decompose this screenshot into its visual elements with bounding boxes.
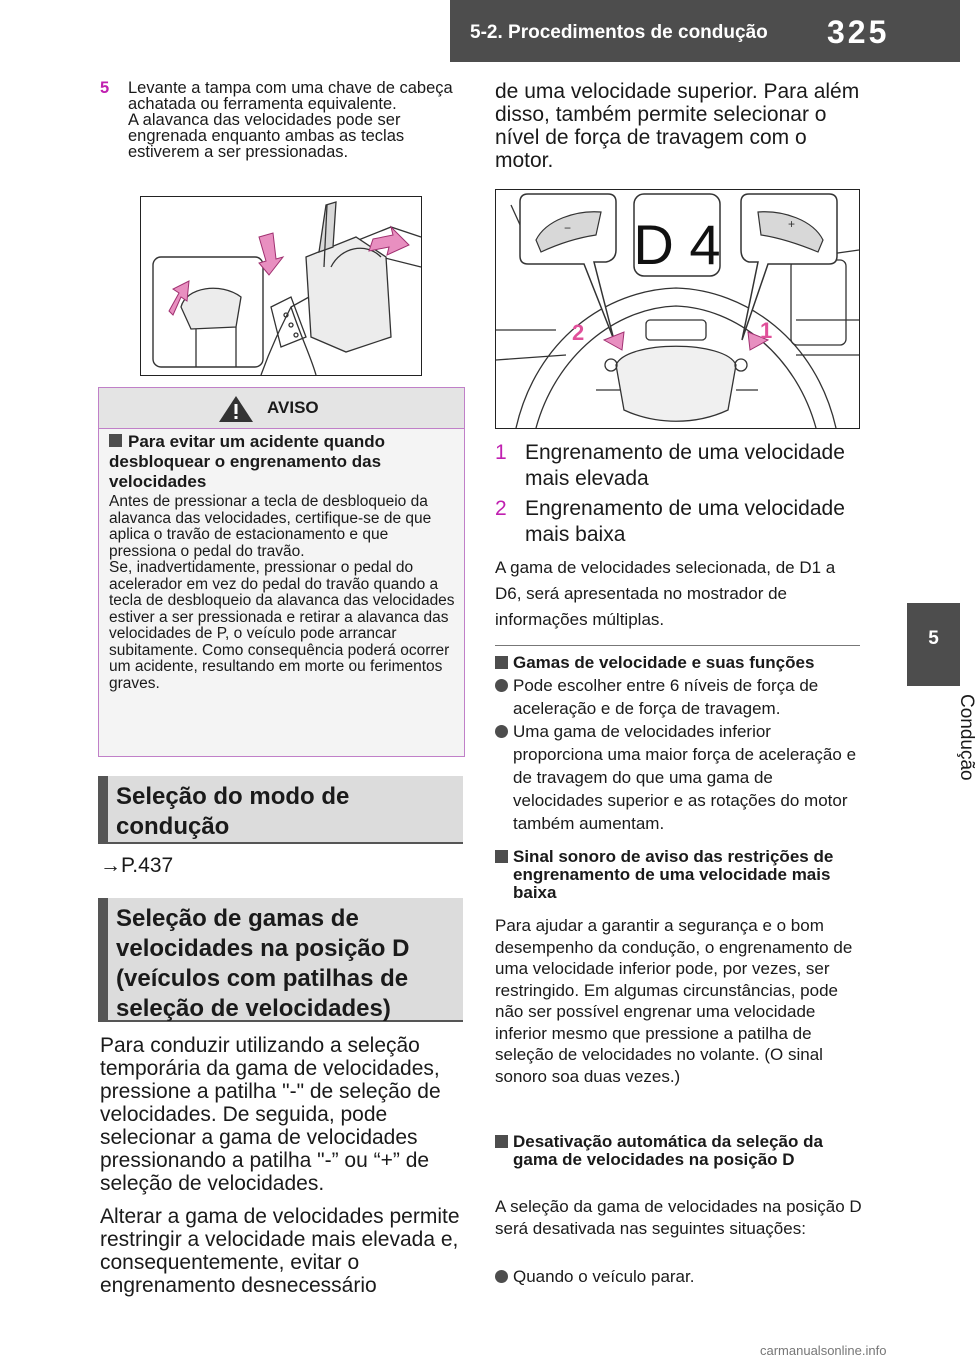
legend-item-1 — [495, 440, 855, 492]
sinal-body: Para ajudar a garantir a segurança e o bom desempenho da condução, o engrenamento de uma velocidade inferior pode, por vezes, ser restringido. Em algumas circunstâncias, pode não ser possível engrenar uma velocidade inferior mesmo que pressione a patilha de seleção de velocidades no volante. (O sinal sonoro soa duas vezes.) — [495, 916, 853, 1086]
chapter-number: 5 — [928, 628, 939, 649]
gear-display-text: D 4 — [633, 213, 721, 276]
bullet-gamas-1 — [495, 674, 865, 720]
warning-header — [99, 388, 464, 429]
subheading-gamas — [495, 654, 865, 672]
subheading-sinal — [495, 848, 865, 902]
warning-subtitle — [109, 432, 454, 492]
section-heading-drive-mode — [98, 776, 463, 844]
bullet-gamas-2 — [495, 720, 865, 835]
range-note: A gama de velocidades selecionada, de D1 a D6, será apresentada no mostrador de informações múltiplas. — [495, 558, 836, 629]
bullet-text: Uma gama de velocidades inferior proporciona uma maior força de aceleração e de travagem do que uma gama de velocidades superior e as rotações do motor também aumentam. — [513, 722, 857, 833]
section-title: 5-2. Procedimentos de condução — [470, 22, 768, 43]
square-bullet-icon — [495, 656, 508, 669]
warning-title: AVISO — [267, 398, 319, 417]
legend-number: 1 — [495, 441, 507, 464]
watermark: carmanualsonline.info — [760, 1343, 887, 1358]
paddle-minus-label: − — [564, 221, 572, 235]
step-5 — [100, 80, 465, 160]
section-heading-gear-range — [98, 898, 463, 1022]
step-number: 5 — [100, 79, 110, 97]
warning-body-1: Antes de pressionar a tecla de desbloqueio da alavanca das velocidades, certifique-se de que aplica o travão de estacionamento e que pressiona o pedal do travão. — [109, 493, 432, 560]
intro-paragraph-2-continued — [495, 80, 860, 182]
bullet-text: Quando o veículo parar. — [513, 1267, 695, 1286]
chapter-label: Condução — [956, 694, 977, 781]
step-text-1: Levante a tampa com uma chave de cabeça achatada ou ferramenta equivalente. — [128, 79, 453, 113]
intro-paragraph-2: Alterar a gama de velocidades permite restringir a velocidade mais elevada e, consequentemente, evitar o engrenamento desnecessário — [100, 1205, 460, 1297]
legend-text: Engrenamento de uma velocidade mais elevada — [525, 441, 845, 490]
subheading-text: Sinal sonoro de aviso das restrições de engrenamento de uma velocidade mais baixa — [513, 847, 834, 902]
legend-text: Engrenamento de uma velocidade mais baixa — [525, 497, 845, 546]
intro-paragraphs — [100, 1034, 470, 1307]
square-bullet-icon — [495, 850, 508, 863]
intro-paragraph-2-cont-text: de uma velocidade superior. Para além disso, também permite selecionar o nível de força de travagem com o motor. — [495, 80, 860, 172]
paddle-plus-label: + — [788, 217, 796, 231]
subheading-desativacao — [495, 1133, 865, 1169]
bullet-desativacao-1 — [495, 1265, 865, 1288]
square-bullet-icon — [109, 434, 122, 447]
intro-paragraph-1: Para conduzir utilizando a seleção temporária da gama de velocidades, pressione a patilha "-" de seleção de velocidades. De seguida, pode selecionar a gama de velocidades pressionando a patilha "-” ou “+” de seleção de velocidades. — [100, 1034, 441, 1195]
callout-1: 1 — [760, 318, 773, 343]
legend-item-2 — [495, 496, 855, 548]
round-bullet-icon — [495, 1270, 508, 1283]
round-bullet-icon — [495, 725, 508, 738]
divider — [495, 645, 860, 646]
warning-box — [98, 387, 465, 757]
page-number: 325 — [827, 14, 890, 50]
page-reference-link[interactable]: →P.437 — [100, 854, 174, 877]
step-text-2: A alavanca das velocidades pode ser engrenada enquanto ambas as teclas estiverem a ser pressionadas. — [128, 111, 405, 161]
steering-wheel-paddles-illustration — [495, 189, 860, 429]
square-bullet-icon — [495, 1135, 508, 1148]
chapter-label-wrap — [907, 688, 977, 808]
desativacao-body: A seleção da gama de velocidades na posição D será desativada nas seguintes situações: — [495, 1197, 862, 1238]
steering-wheel-drawing — [496, 190, 859, 428]
shift-lever-drawing — [141, 197, 421, 375]
round-bullet-icon — [495, 679, 508, 692]
bullet-text: Pode escolher entre 6 níveis de força de aceleração e de força de travagem. — [513, 676, 819, 718]
subheading-text: Desativação automática da seleção da gama de velocidades na posição D — [513, 1132, 823, 1169]
warning-body-2: Se, inadvertidamente, pressionar o pedal do acelerador em vez do pedal do travão quando a tecla de desbloqueio da alavanca das velocidades estiver a ser pressionada e retirar a alavanca das velocidades de P, o veículo pode arrancar subitamente. Como consequência poderá ocorrer um acidente, resultando em morte ou ferimentos graves. — [109, 559, 455, 692]
warning-body — [109, 494, 459, 692]
warning-subtitle-text: Para evitar um acidente quando desbloquear o engrenamento das velocidades — [109, 432, 385, 491]
callout-2: 2 — [572, 320, 585, 345]
subheading-text: Gamas de velocidade e suas funções — [513, 653, 815, 672]
shift-lever-illustration — [140, 196, 422, 376]
legend-number: 2 — [495, 497, 507, 520]
section-heading-text: Seleção do modo de condução — [116, 783, 350, 840]
warning-triangle-icon — [217, 394, 255, 424]
section-heading-text: Seleção de gamas de velocidades na posição D (veículos com patilhas de seleção de velocidades) — [116, 905, 410, 1022]
